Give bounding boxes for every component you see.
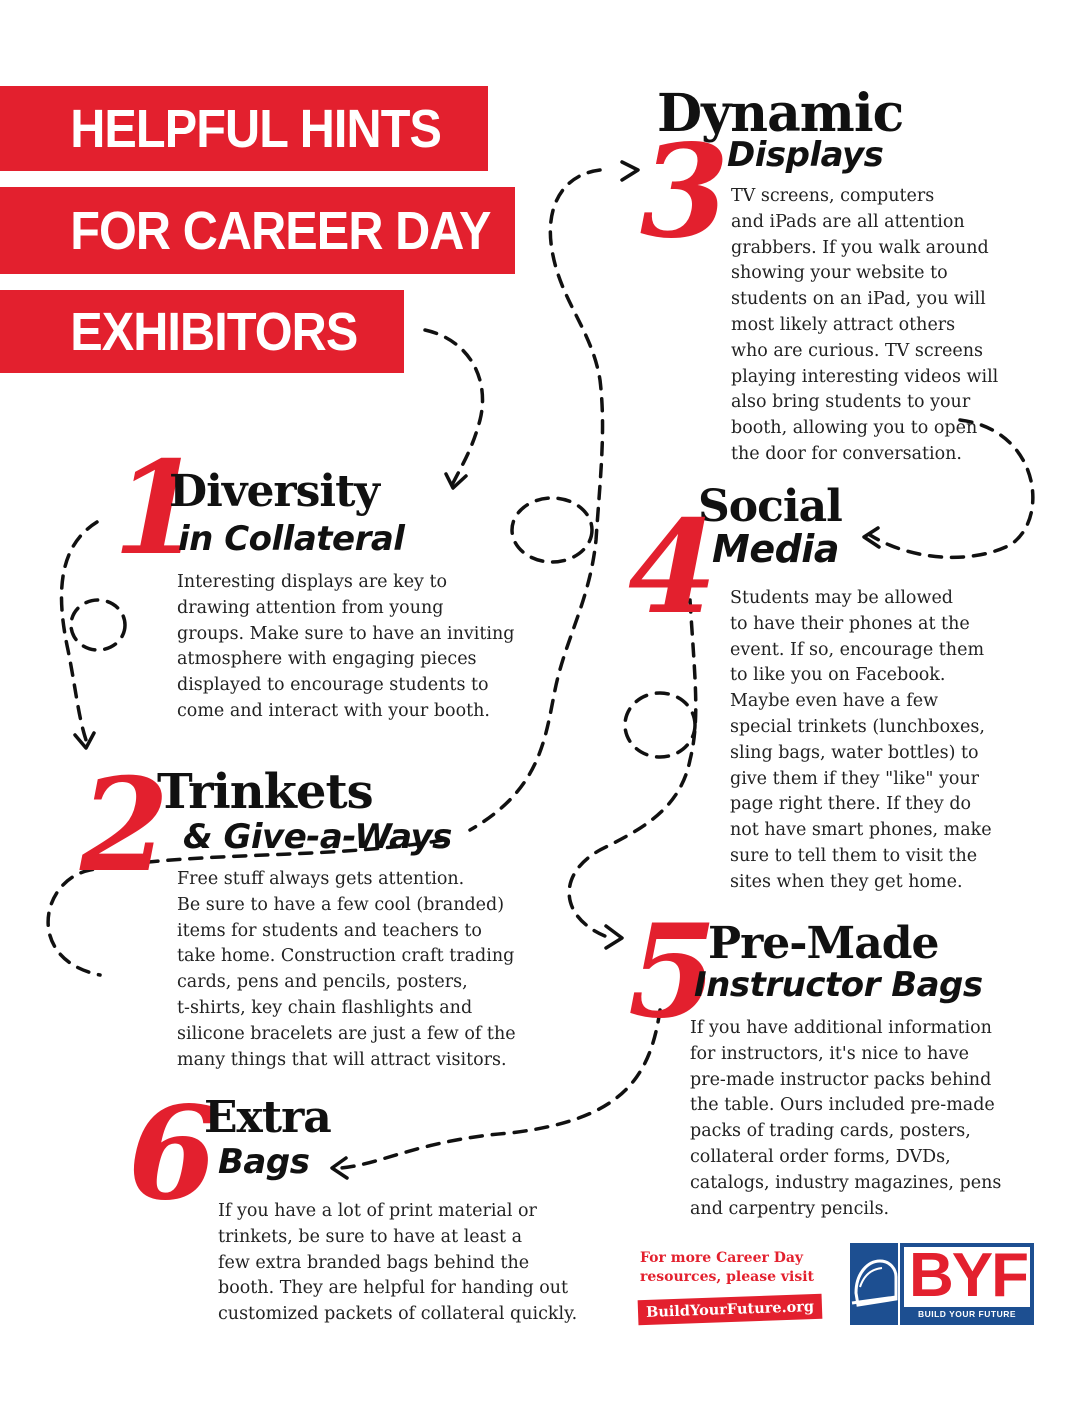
hint-1-heading: Diversity — [169, 466, 379, 517]
hardhat-panel — [850, 1243, 898, 1325]
byf-tagline: BUILD YOUR FUTURE — [917, 1309, 1017, 1319]
hint-2-body: Free stuff always gets attention. Be sure to have a few cool (branded) items for students and teachers to take home. Construction craft trading cards, pens and pencils, posters, t-shirts, key chain flashlights and silicone bracelets are just a few of the many things that will attract visitors. — [177, 869, 516, 1070]
byf-logo — [850, 1243, 1034, 1325]
hint-1-body: Interesting displays are key to drawing attention from young groups. Make sure to have an inviting atmosphere with engaging pieces displayed to encourage students to come and interact with your booth. — [177, 572, 515, 721]
hint-5-heading: Pre-Made — [708, 918, 939, 969]
title-bar-3 — [0, 290, 404, 373]
hint-1-number: 1 — [113, 434, 203, 584]
hint-3-heading: Dynamic — [657, 83, 904, 144]
hint-3-subheading: Displays — [727, 135, 884, 175]
footer-note: For more Career Day resources, please visit — [640, 1250, 814, 1285]
title-bar-2 — [0, 187, 515, 274]
title-line-2: FOR CAREER DAY — [70, 200, 491, 261]
hint-6-heading: Extra — [204, 1092, 331, 1143]
hint-5-number: 5 — [628, 897, 718, 1047]
hint-5-body: If you have additional information for instructors, it's nice to have pre-made instructor packs behind the table. Ours included pre-made packs of trading cards, posters, collateral order forms, DVDs, catalogs, industry magazines, pens and carpentry pencils. — [690, 1018, 1002, 1219]
hint-2-subheading: & Give-a-Ways — [183, 817, 452, 857]
byf-panel — [900, 1243, 1034, 1325]
title-bar-1 — [0, 86, 488, 171]
hint-2-heading: Trinkets — [157, 764, 373, 820]
hint-1-subheading: in Collateral — [178, 519, 405, 559]
title-line-1: HELPFUL HINTS — [70, 98, 442, 159]
hint-4-body: Students may be allowed to have their phones at the event. If so, encourage them to like you on Facebook. Maybe even have a few special trinkets (lunchboxes, sling bags, water bottles) to give them if they "like" your page right there. If they do not have smart phones, make sure to tell them to visit the sites when they get home. — [730, 588, 992, 892]
hint-3-number: 3 — [640, 117, 730, 267]
hardhat-icon — [850, 1243, 898, 1325]
hint-5-subheading: Instructor Bags — [694, 965, 983, 1005]
byf-letters: BYF — [909, 1241, 1027, 1310]
footer-url[interactable]: BuildYourFuture.org — [638, 1294, 823, 1325]
hint-6-subheading: Bags — [218, 1142, 310, 1182]
hint-4-number: 4 — [628, 493, 718, 643]
hint-6-number: 6 — [128, 1079, 218, 1229]
hint-4-subheading: Media — [712, 527, 839, 571]
hint-4-heading: Social — [698, 481, 842, 532]
title-line-3: EXHIBITORS — [70, 301, 358, 362]
hint-3-body: TV screens, computers and iPads are all attention grabbers. If you walk around showing your website to students on an iPad, you will most likely attract others who are curious. TV screens playing interesting videos will also bring students to your booth, allowing you to open the door for conversation. — [731, 186, 999, 464]
hint-2-number: 2 — [80, 751, 170, 901]
hint-6-body: If you have a lot of print material or trinkets, be sure to have at least a few extra branded bags behind the booth. They are helpful for handing out customized packets of collateral quickly. — [218, 1201, 578, 1325]
